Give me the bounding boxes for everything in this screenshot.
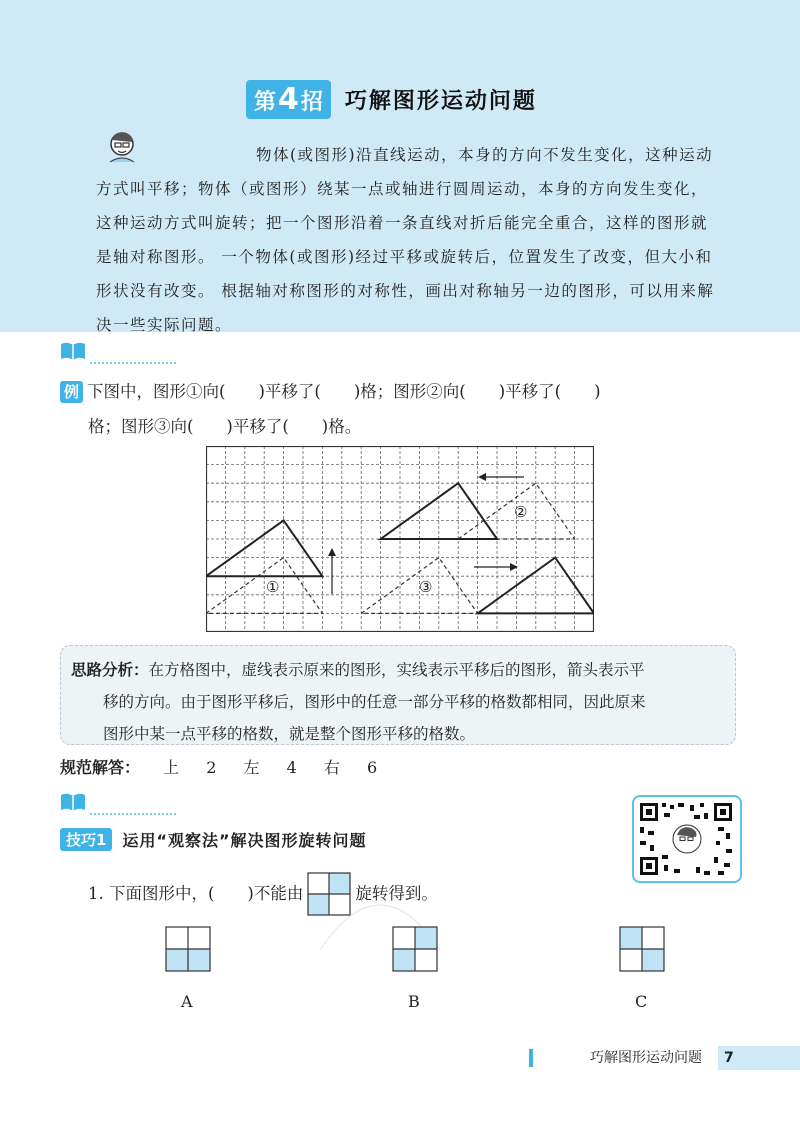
shape1-original xyxy=(206,558,322,614)
example-tag: 例 xyxy=(60,381,83,403)
page-title: 巧解图形运动问题 xyxy=(344,89,537,114)
analysis-label: 思路分析： xyxy=(71,661,149,679)
answer-value: 2 xyxy=(206,758,217,777)
option-b-label[interactable]: B xyxy=(408,992,420,1011)
qr-code-icon xyxy=(634,797,740,881)
standard-answer xyxy=(60,754,399,782)
answer-value: 4 xyxy=(286,758,297,777)
answer-value: 左 xyxy=(243,758,260,777)
book-icon xyxy=(60,792,86,812)
skill-heading xyxy=(60,828,366,851)
intro-paragraph: 物体(或图形)沿直线运动，本身的方向不发生变化，这种运动方式叫平移；物体（或图形）绕某一点或轴进行圆周运动，本身的方向发生变化，这种运动方式叫旋转；把一个图形沿着一条直线对折后能完全重合，这样的图形就是轴对称图形。 一个物体(或图形)经过平移或旋转后，位置发生了改变，但大小和形状没有改变。 根据轴对称图形的对称性，画出对称轴另一边的图形，可以用来解决一些实际问题。 xyxy=(96,146,715,334)
answer-label: 规范解答： xyxy=(60,758,141,777)
example-line1: 下图中，图形①向( )平移了( )格；图形②向( )平移了( ) xyxy=(87,382,601,401)
page-number: 7 xyxy=(718,1046,800,1070)
chapter-badge xyxy=(246,80,331,119)
analysis-box xyxy=(60,645,736,745)
answer-value: 上 xyxy=(163,758,180,777)
question-1-prefix: 1. 下面图形中，( )不能由 xyxy=(88,884,304,903)
badge-suffix: 招 xyxy=(300,90,323,115)
intro-text xyxy=(96,138,716,342)
divider-dotted xyxy=(90,813,176,815)
divider-dotted xyxy=(90,362,176,364)
analysis-line1: 在方格图中，虚线表示原来的图形，实线表示平移后的图形，箭头表示平 xyxy=(148,661,645,679)
chapter-title xyxy=(246,80,537,119)
badge-prefix: 第 xyxy=(254,90,277,115)
answer-value: 6 xyxy=(367,758,378,777)
answer-value: 右 xyxy=(323,758,340,777)
shape3-label: ③ xyxy=(419,578,433,596)
footer-accent-bar xyxy=(529,1049,533,1067)
option-a-label[interactable]: A xyxy=(181,992,193,1011)
analysis-line3: 图形中某一点平移的格数，就是整个图形平移的格数。 xyxy=(103,725,476,743)
footer-section-title: 巧解图形运动问题 xyxy=(590,1050,702,1066)
qr-code[interactable] xyxy=(632,795,742,883)
example-line2: 格；图形③向( )平移了( )格。 xyxy=(88,417,362,436)
option-a-shape[interactable] xyxy=(165,926,211,972)
book-icon xyxy=(60,341,86,361)
option-b-shape[interactable] xyxy=(392,926,438,972)
question-1-suffix: 旋转得到。 xyxy=(355,884,438,903)
shape1-label: ① xyxy=(266,578,280,596)
skill-tag: 技巧1 xyxy=(60,828,112,851)
shape3-moved xyxy=(478,558,594,614)
option-c-shape[interactable] xyxy=(619,926,665,972)
badge-number: 4 xyxy=(278,82,299,117)
translation-grid-figure xyxy=(206,446,594,632)
shape2-label: ② xyxy=(514,503,528,521)
option-c-label[interactable]: C xyxy=(635,992,648,1011)
skill-title: 运用“观察法”解决图形旋转问题 xyxy=(122,831,367,850)
example-question xyxy=(60,374,750,444)
analysis-line2: 移的方向。由于图形平移后，图形中的任意一部分平移的格数都相同，因此原来 xyxy=(103,693,646,711)
